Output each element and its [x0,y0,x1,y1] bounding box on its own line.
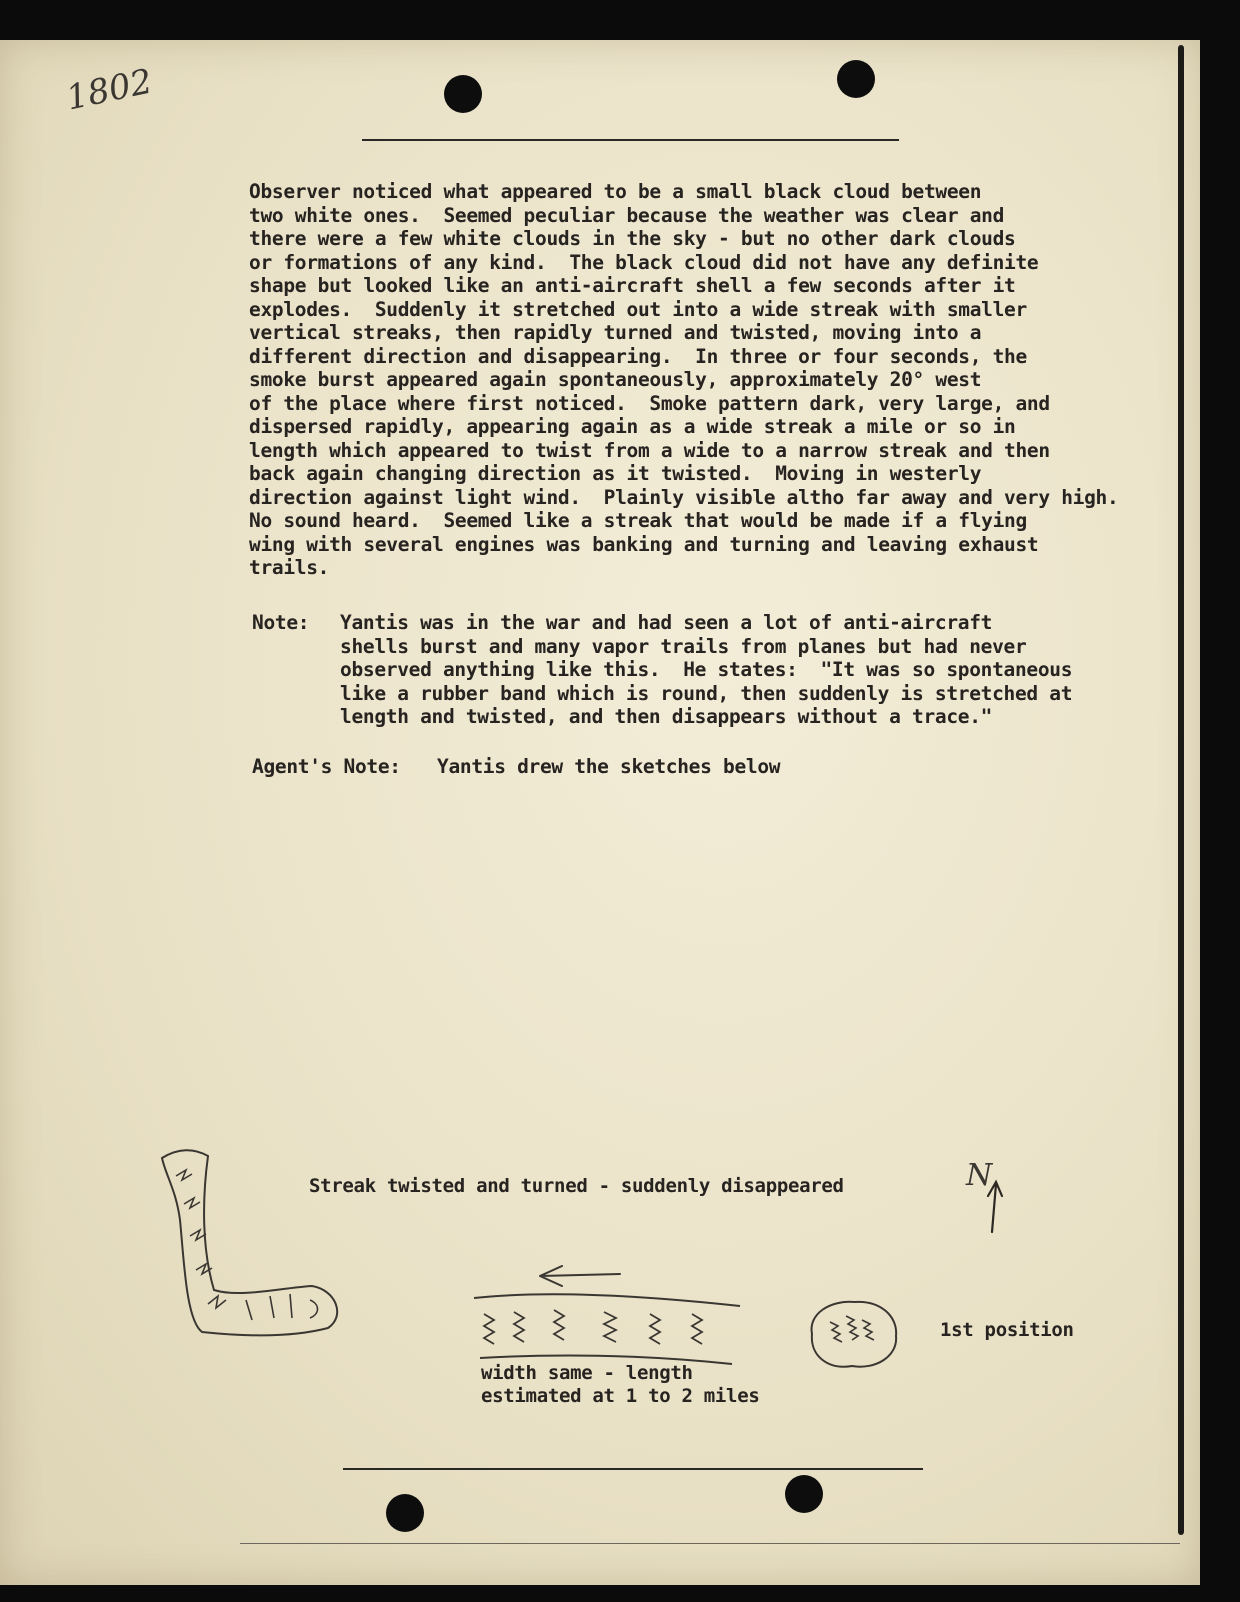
paragraph-line: wing with several engines was banking and turning and leaving exhaust [249,532,1039,556]
page-edge-shadow [1178,45,1184,1535]
north-arrow-icon [978,1170,1008,1250]
agent-note-label: Agent's Note: [252,755,401,778]
paragraph-line: there were a few white clouds in the sky - but no other dark clouds [249,227,1016,250]
observation-paragraph [249,180,1118,580]
paragraph-line: No sound heard. Seemed like a streak that would be made if a flying [249,509,1027,532]
paragraph-line: two white ones. Seemed peculiar because the weather was clear and [249,203,1005,227]
paragraph-line: smoke burst appeared again spontaneously, approximately 20° west [249,368,982,391]
paragraph-line: shape but looked like an anti-aircraft shell a few seconds after it [249,274,1016,297]
note-line: like a rubber band which is round, then suddenly is stretched at [340,681,1073,705]
paragraph-line: vertical streaks, then rapidly turned and twisted, moving into a [249,321,982,344]
twisted-streak-sketch [150,1140,350,1340]
top-rule [362,139,899,141]
first-position-burst-sketch [800,1294,910,1374]
bottom-rule [343,1468,923,1470]
note-body [340,611,1072,729]
width-caption-line: estimated at 1 to 2 miles [481,1385,760,1407]
sketch-caption-twisted: Streak twisted and turned - suddenly disappeared [309,1175,844,1197]
punch-hole-top-right [837,60,875,98]
punch-hole-bottom-left [386,1494,424,1532]
width-caption-line: width same - length [481,1362,693,1384]
note-label: Note: [252,611,310,634]
horizontal-streak-sketch [470,1262,760,1372]
punch-hole-top-left [444,75,482,113]
margin-note: 1802 [62,61,156,119]
paragraph-line: length which appeared to twist from a wide to a narrow streak and then [249,438,1050,462]
north-label: N [966,1158,993,1193]
note-line: length and twisted, and then disappears without a trace." [340,705,993,728]
paragraph-line: different direction and disappearing. In three or four seconds, the [249,344,1027,368]
paragraph-line: Observer noticed what appeared to be a small black cloud between [249,180,982,203]
note-line: shells burst and many vapor trails from planes but had never [340,634,1027,658]
paragraph-line: of the place where first noticed. Smoke pattern dark, very large, and [249,391,1050,415]
paragraph-line: back again changing direction as it twisted. Moving in westerly [249,462,982,485]
sketch-caption-first-position: 1st position [940,1319,1074,1341]
page-bottom-rule [240,1543,1180,1544]
agent-note-text: Yantis drew the sketches below [437,755,781,778]
paragraph-line: or formations of any kind. The black cloud did not have any definite [249,250,1039,274]
note-line: Yantis was in the war and had seen a lot of anti-aircraft [340,611,993,634]
paragraph-line: explodes. Suddenly it stretched out into a wide streak with smaller [249,297,1027,321]
paragraph-line: direction against light wind. Plainly visible altho far away and very high. [249,485,1119,509]
punch-hole-bottom-right [785,1475,823,1513]
paragraph-line: dispersed rapidly, appearing again as a wide streak a mile or so in [249,415,1016,438]
note-line: observed anything like this. He states: "It was so spontaneous [340,658,1073,681]
paragraph-line: trails. [249,556,330,579]
